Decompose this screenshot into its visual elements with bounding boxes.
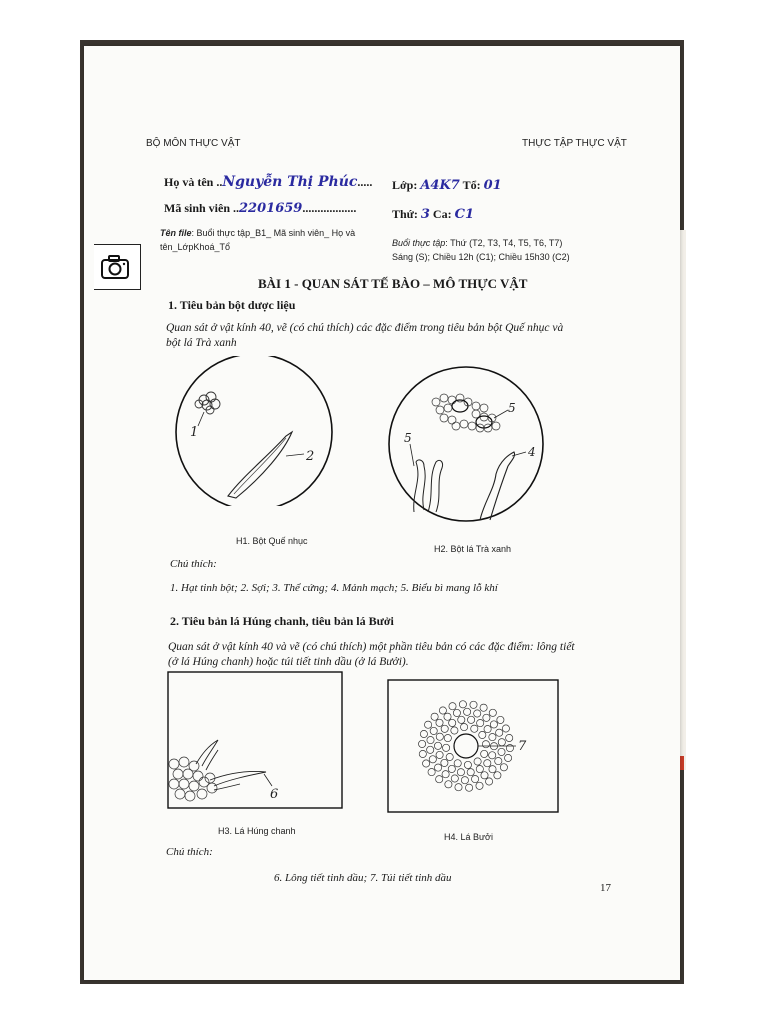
h3-label-6: 6 bbox=[270, 787, 279, 802]
h1-caption: H1. Bột Quế nhục bbox=[236, 536, 308, 546]
session-note-line1: : Thứ (T2, T3, T4, T5, T6, T7) bbox=[445, 238, 563, 248]
name-value: Nguyễn Thị Phúc bbox=[222, 174, 358, 190]
h3-caption: H3. Lá Húng chanh bbox=[218, 826, 296, 836]
figure-h4-pomelo-leaf bbox=[386, 678, 562, 816]
worksheet-page bbox=[84, 46, 680, 980]
section2-note-label: Chú thích: bbox=[166, 846, 213, 858]
h3-frame bbox=[168, 672, 342, 808]
shift-value: C1 bbox=[454, 207, 474, 222]
student-id-row bbox=[164, 201, 356, 216]
h1-starch-grains bbox=[195, 392, 220, 414]
header-department: BỘ MÔN THỰC VẬT bbox=[146, 138, 241, 149]
section1-instruction-line2: bột lá Trà xanh bbox=[166, 337, 237, 349]
figure-h2-green-tea-powder bbox=[384, 362, 564, 522]
name-dots: ..... bbox=[357, 175, 373, 189]
section2-instruction-line2: (ở lá Húng chanh) hoặc túi tiết tinh dầu (ở lá Bưởi). bbox=[168, 656, 409, 668]
h4-caption: H4. Lá Bưởi bbox=[444, 832, 493, 842]
section1-instruction-line1: Quan sát ở vật kính 40, vẽ (có chú thích) các đặc điểm trong tiêu bản bột Quế nhục và bbox=[166, 322, 564, 334]
section2-instruction-line1: Quan sát ở vật kính 40 và vẽ (có chú thích) một phần tiêu bản có các đặc điểm: lông tiết bbox=[168, 641, 575, 653]
name-label: Họ và tên .. bbox=[164, 175, 223, 189]
class-value: A4K7 bbox=[420, 178, 460, 193]
h2-vessel-fragment bbox=[480, 452, 515, 520]
h2-field-circle bbox=[389, 367, 543, 521]
section1-heading: 1. Tiêu bản bột dược liệu bbox=[168, 298, 296, 312]
id-value: 2201659 bbox=[239, 201, 303, 216]
group-label: Tổ: bbox=[462, 178, 481, 192]
day-value: 3 bbox=[420, 207, 430, 222]
h2-stomatal-epidermis bbox=[432, 394, 500, 432]
class-label: Lớp: bbox=[392, 178, 418, 192]
header-course: THỰC TẬP THỰC VẬT bbox=[522, 138, 627, 149]
section2-instruction bbox=[168, 640, 575, 670]
figure-h3-lemon-basil-leaf bbox=[166, 670, 346, 812]
file-note-line2: tên_LớpKhoá_Tổ bbox=[160, 242, 230, 252]
h2-label-5b: 5 bbox=[404, 431, 412, 445]
file-note-label: Tên file bbox=[160, 228, 192, 238]
shift-label: Ca: bbox=[432, 207, 452, 221]
h3-glandular-hairs bbox=[196, 740, 266, 790]
session-note-line2: Sáng (S); Chiều 12h (C1); Chiều 15h30 (C2) bbox=[392, 252, 570, 262]
h4-oil-cavity bbox=[454, 734, 478, 758]
h1-label-1: 1 bbox=[190, 425, 199, 440]
h2-caption: H2. Bột lá Trà xanh bbox=[434, 544, 512, 554]
id-dots: .................. bbox=[302, 201, 357, 215]
group-value: 01 bbox=[483, 178, 502, 193]
section1-note-label: Chú thích: bbox=[170, 558, 217, 570]
session-note-label: Buổi thực tập bbox=[392, 238, 446, 248]
class-row bbox=[392, 178, 502, 193]
student-name-row bbox=[164, 174, 372, 190]
session-note bbox=[392, 236, 570, 264]
file-note bbox=[160, 226, 355, 254]
lesson-title: BÀI 1 - QUAN SÁT TẾ BÀO – MÔ THỰC VẬT bbox=[258, 276, 528, 291]
h2-label-4: 4 bbox=[528, 445, 536, 459]
day-label: Thứ: bbox=[392, 207, 418, 221]
h1-label-2: 2 bbox=[306, 449, 315, 464]
id-label: Mã sinh viên .. bbox=[164, 201, 240, 215]
camera-icon bbox=[100, 254, 130, 280]
h1-field-circle bbox=[176, 356, 332, 506]
camera-badge bbox=[94, 244, 141, 290]
section2-heading: 2. Tiêu bản lá Húng chanh, tiêu bản lá Bưởi bbox=[170, 614, 394, 628]
figure-h1-cinnamon-powder bbox=[168, 356, 338, 506]
h2-label-5a: 5 bbox=[508, 401, 516, 415]
file-note-line1: : Buổi thực tập_B1_ Mã sinh viên_ Họ và bbox=[191, 228, 356, 238]
section1-note-text: 1. Hạt tinh bột; 2. Sợi; 3. Thể cứng; 4. Mảnh mạch; 5. Biểu bì mang lỗ khí bbox=[170, 582, 498, 594]
section1-instruction bbox=[166, 321, 563, 351]
section2-note-text: 6. Lông tiết tinh dầu; 7. Túi tiết tinh dầu bbox=[274, 872, 452, 884]
h4-label-7: 7 bbox=[518, 739, 527, 754]
day-row bbox=[392, 207, 474, 222]
page-number: 17 bbox=[600, 882, 611, 894]
